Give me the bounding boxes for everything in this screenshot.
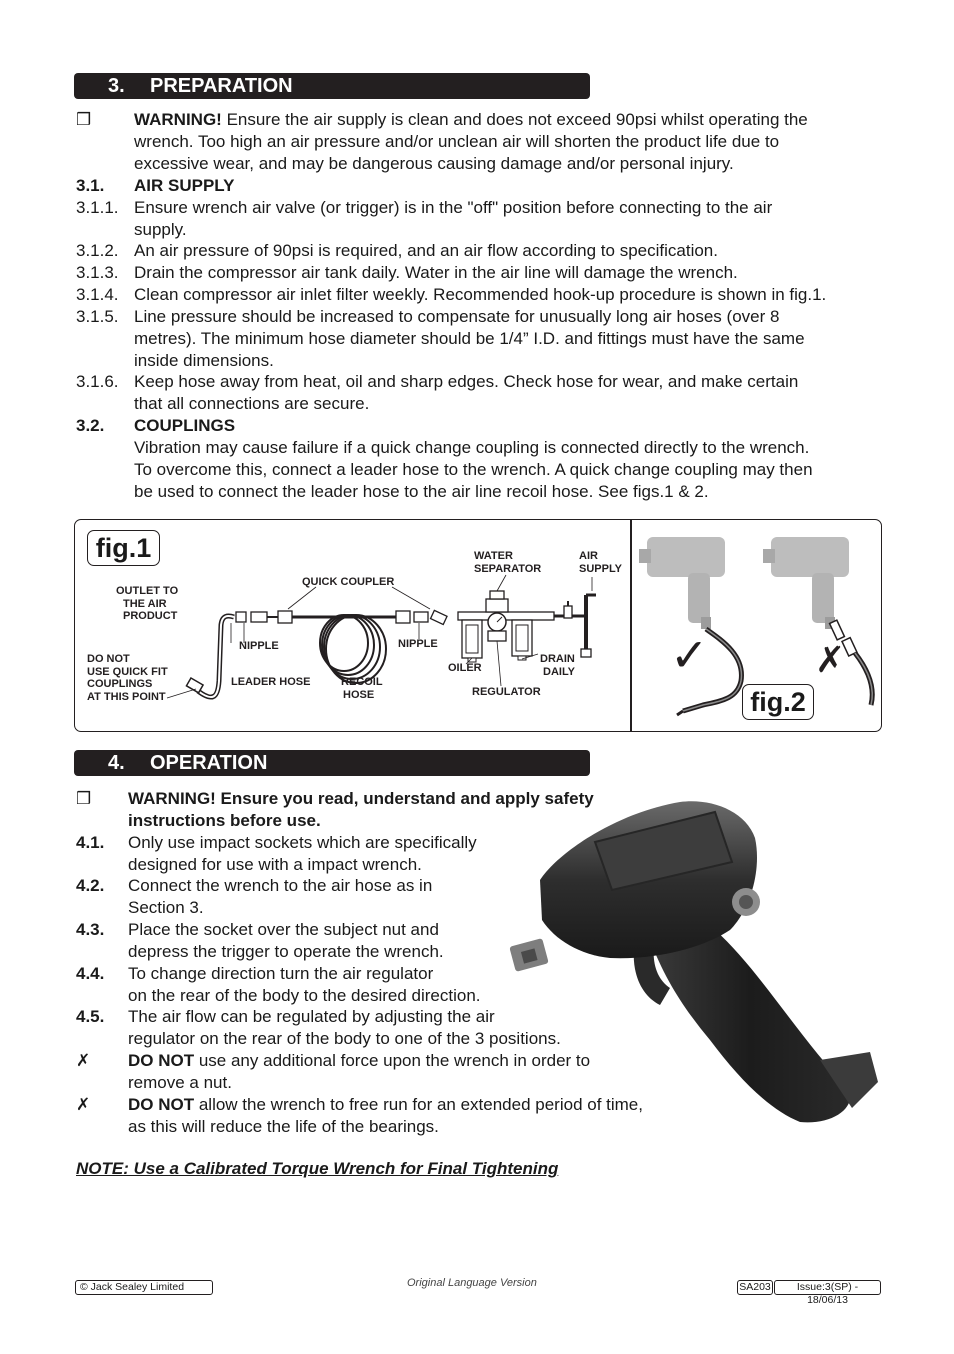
item-text: Line pressure should be increased to compensate for unusually long air hoses (over 8 [134, 307, 780, 326]
section-title: PREPARATION [150, 75, 293, 97]
item-number: 4.5. [76, 1007, 105, 1026]
item-text: use any additional force upon the wrench in order to [198, 1051, 591, 1070]
warning-text-line: instructions before use. [128, 811, 321, 830]
item-text: An air pressure of 90psi is required, and an air flow according to specification. [134, 241, 718, 260]
item-text: remove a nut. [128, 1073, 232, 1092]
caption-quick-coupler: QUICK COUPLER [302, 576, 395, 588]
caption-outlet [116, 585, 178, 623]
section-number: 3. [108, 75, 125, 97]
caption-line: COUPLINGS [87, 678, 153, 690]
paragraph-line: Vibration may cause failure if a quick change coupling is connected directly to the wrench. [134, 438, 810, 457]
paragraph-line: be used to connect the leader hose to the air line recoil hose. See figs.1 & 2. [134, 482, 709, 501]
caption-nipple-right: NIPPLE [398, 638, 438, 650]
item-text: regulator on the rear of the body to one of the 3 positions. [128, 1029, 561, 1048]
item-text: inside dimensions. [134, 351, 274, 370]
item-number: 4.3. [76, 920, 105, 939]
subsection-number: 3.1. [76, 176, 105, 195]
item-text: To change direction turn the air regulator [128, 964, 434, 983]
item-number: 3.1.2. [76, 241, 119, 260]
fig2-label: fig.2 [742, 684, 814, 720]
section-number: 4. [108, 752, 125, 774]
subsection-title: COUPLINGS [134, 416, 236, 435]
caption-do-not-use-quick-fit [87, 653, 168, 703]
item-text: as this will reduce the life of the bearings. [128, 1117, 439, 1136]
item-text: Place the socket over the subject nut and [128, 920, 439, 939]
figure-divider [630, 519, 632, 732]
cross-icon: ✗ [76, 1095, 91, 1114]
item-text: designed for use with a impact wrench. [128, 855, 422, 874]
item-text: metres). The minimum hose diameter should be 1/4” I.D. and fittings must have the same [134, 329, 805, 348]
cross-icon: ✗ [76, 1051, 91, 1070]
item-number: 3.1.3. [76, 263, 119, 282]
item-text: on the rear of the body to the desired direction. [128, 986, 481, 1005]
item-number: 4.1. [76, 833, 105, 852]
caption-line: SUPPLY [579, 562, 623, 575]
item-number: 3.1.1. [76, 198, 119, 217]
caption-line: RECOIL [341, 676, 383, 688]
item-number: 3.1.4. [76, 285, 119, 304]
warning-text-line: wrench. Too high an air pressure and/or unclean air will shorten the product life due to [134, 132, 780, 151]
caption-line: AIR [579, 550, 598, 562]
caption-water-separator [474, 550, 541, 575]
caption-line: WATER [474, 550, 513, 562]
subsection-title: AIR SUPPLY [134, 176, 235, 195]
item-text: Only use impact sockets which are specifically [128, 833, 477, 852]
item-text: that all connections are secure. [134, 394, 370, 413]
paragraph-line: To overcome this, connect a leader hose to the wrench. A quick change coupling may then [134, 460, 813, 479]
torque-wrench-note: NOTE: Use a Calibrated Torque Wrench for Final Tightening [76, 1159, 559, 1178]
footer-model-code: SA203 [737, 1280, 773, 1295]
item-text: Clean compressor air inlet filter weekly. Recommended hook-up procedure is shown in fig.1. [134, 285, 827, 304]
warning-label: WARNING! [134, 110, 222, 129]
do-not-label: DO NOT [128, 1095, 195, 1114]
warning-text-line: excessive wear, and may be dangerous causing damage and/or personal injury. [134, 154, 734, 173]
caption-drain-daily [540, 653, 575, 678]
caption-leader-hose: LEADER HOSE [231, 676, 311, 688]
item-number: 3.1.5. [76, 307, 119, 326]
warning-text-line: WARNING! Ensure you read, understand and apply safety [128, 789, 594, 808]
warning-bullet-icon: ❒ [76, 789, 92, 808]
item-text: Keep hose away from heat, oil and sharp edges. Check hose for wear, and make certain [134, 372, 799, 391]
fig1-label: fig.1 [87, 530, 160, 566]
caption-air-supply [579, 550, 622, 575]
do-not-label: DO NOT [128, 1051, 195, 1070]
item-number: 4.4. [76, 964, 105, 983]
caption-nipple-left: NIPPLE [239, 640, 279, 652]
warning-text-line: Ensure the air supply is clean and does not exceed 90psi whilst operating the [226, 110, 808, 129]
caption-line: THE AIR [123, 597, 167, 610]
check-mark-icon: ✓ [670, 629, 709, 681]
caption-line: USE QUICK FIT [87, 665, 168, 678]
cross-mark-icon: ✗ [815, 639, 846, 680]
caption-line: DO NOT [87, 653, 130, 665]
section-4-header [74, 750, 590, 776]
item-text: Connect the wrench to the air hose as in [128, 876, 433, 895]
caption-line: AT THIS POINT [87, 690, 166, 703]
footer-copyright: © Jack Sealey Limited [75, 1280, 213, 1295]
footer-issue: Issue:3(SP) - 18/06/13 [774, 1280, 881, 1295]
caption-line: PRODUCT [123, 610, 178, 622]
caption-line: DAILY [543, 665, 575, 678]
caption-line: SEPARATOR [474, 562, 542, 575]
warning-bullet-icon: ❒ [76, 110, 92, 129]
item-text: supply. [134, 220, 187, 239]
item-text: depress the trigger to operate the wrench. [128, 942, 444, 961]
item-text: Section 3. [128, 898, 204, 917]
caption-line: DRAIN [540, 653, 575, 665]
caption-recoil-hose [341, 676, 383, 701]
subsection-number: 3.2. [76, 416, 105, 435]
impact-wrench-photo [500, 790, 890, 1130]
item-number: 3.1.6. [76, 372, 119, 391]
item-text: Drain the compressor air tank daily. Water in the air line will damage the wrench. [134, 263, 738, 282]
item-text: The air flow can be regulated by adjusting the air [128, 1007, 495, 1026]
caption-line: OUTLET TO [116, 585, 179, 597]
item-text: Ensure wrench air valve (or trigger) is in the "off" position before connecting to the air [134, 198, 773, 217]
caption-oiler: OILER [448, 662, 482, 674]
section-3-header [74, 73, 590, 99]
footer-language-version: Original Language Version [407, 1277, 537, 1289]
section-title: OPERATION [150, 752, 268, 774]
caption-regulator: REGULATOR [472, 686, 541, 698]
item-number: 4.2. [76, 876, 105, 895]
caption-line: HOSE [343, 688, 375, 701]
item-text: allow the wrench to free run for an extended period of time, [198, 1095, 643, 1114]
